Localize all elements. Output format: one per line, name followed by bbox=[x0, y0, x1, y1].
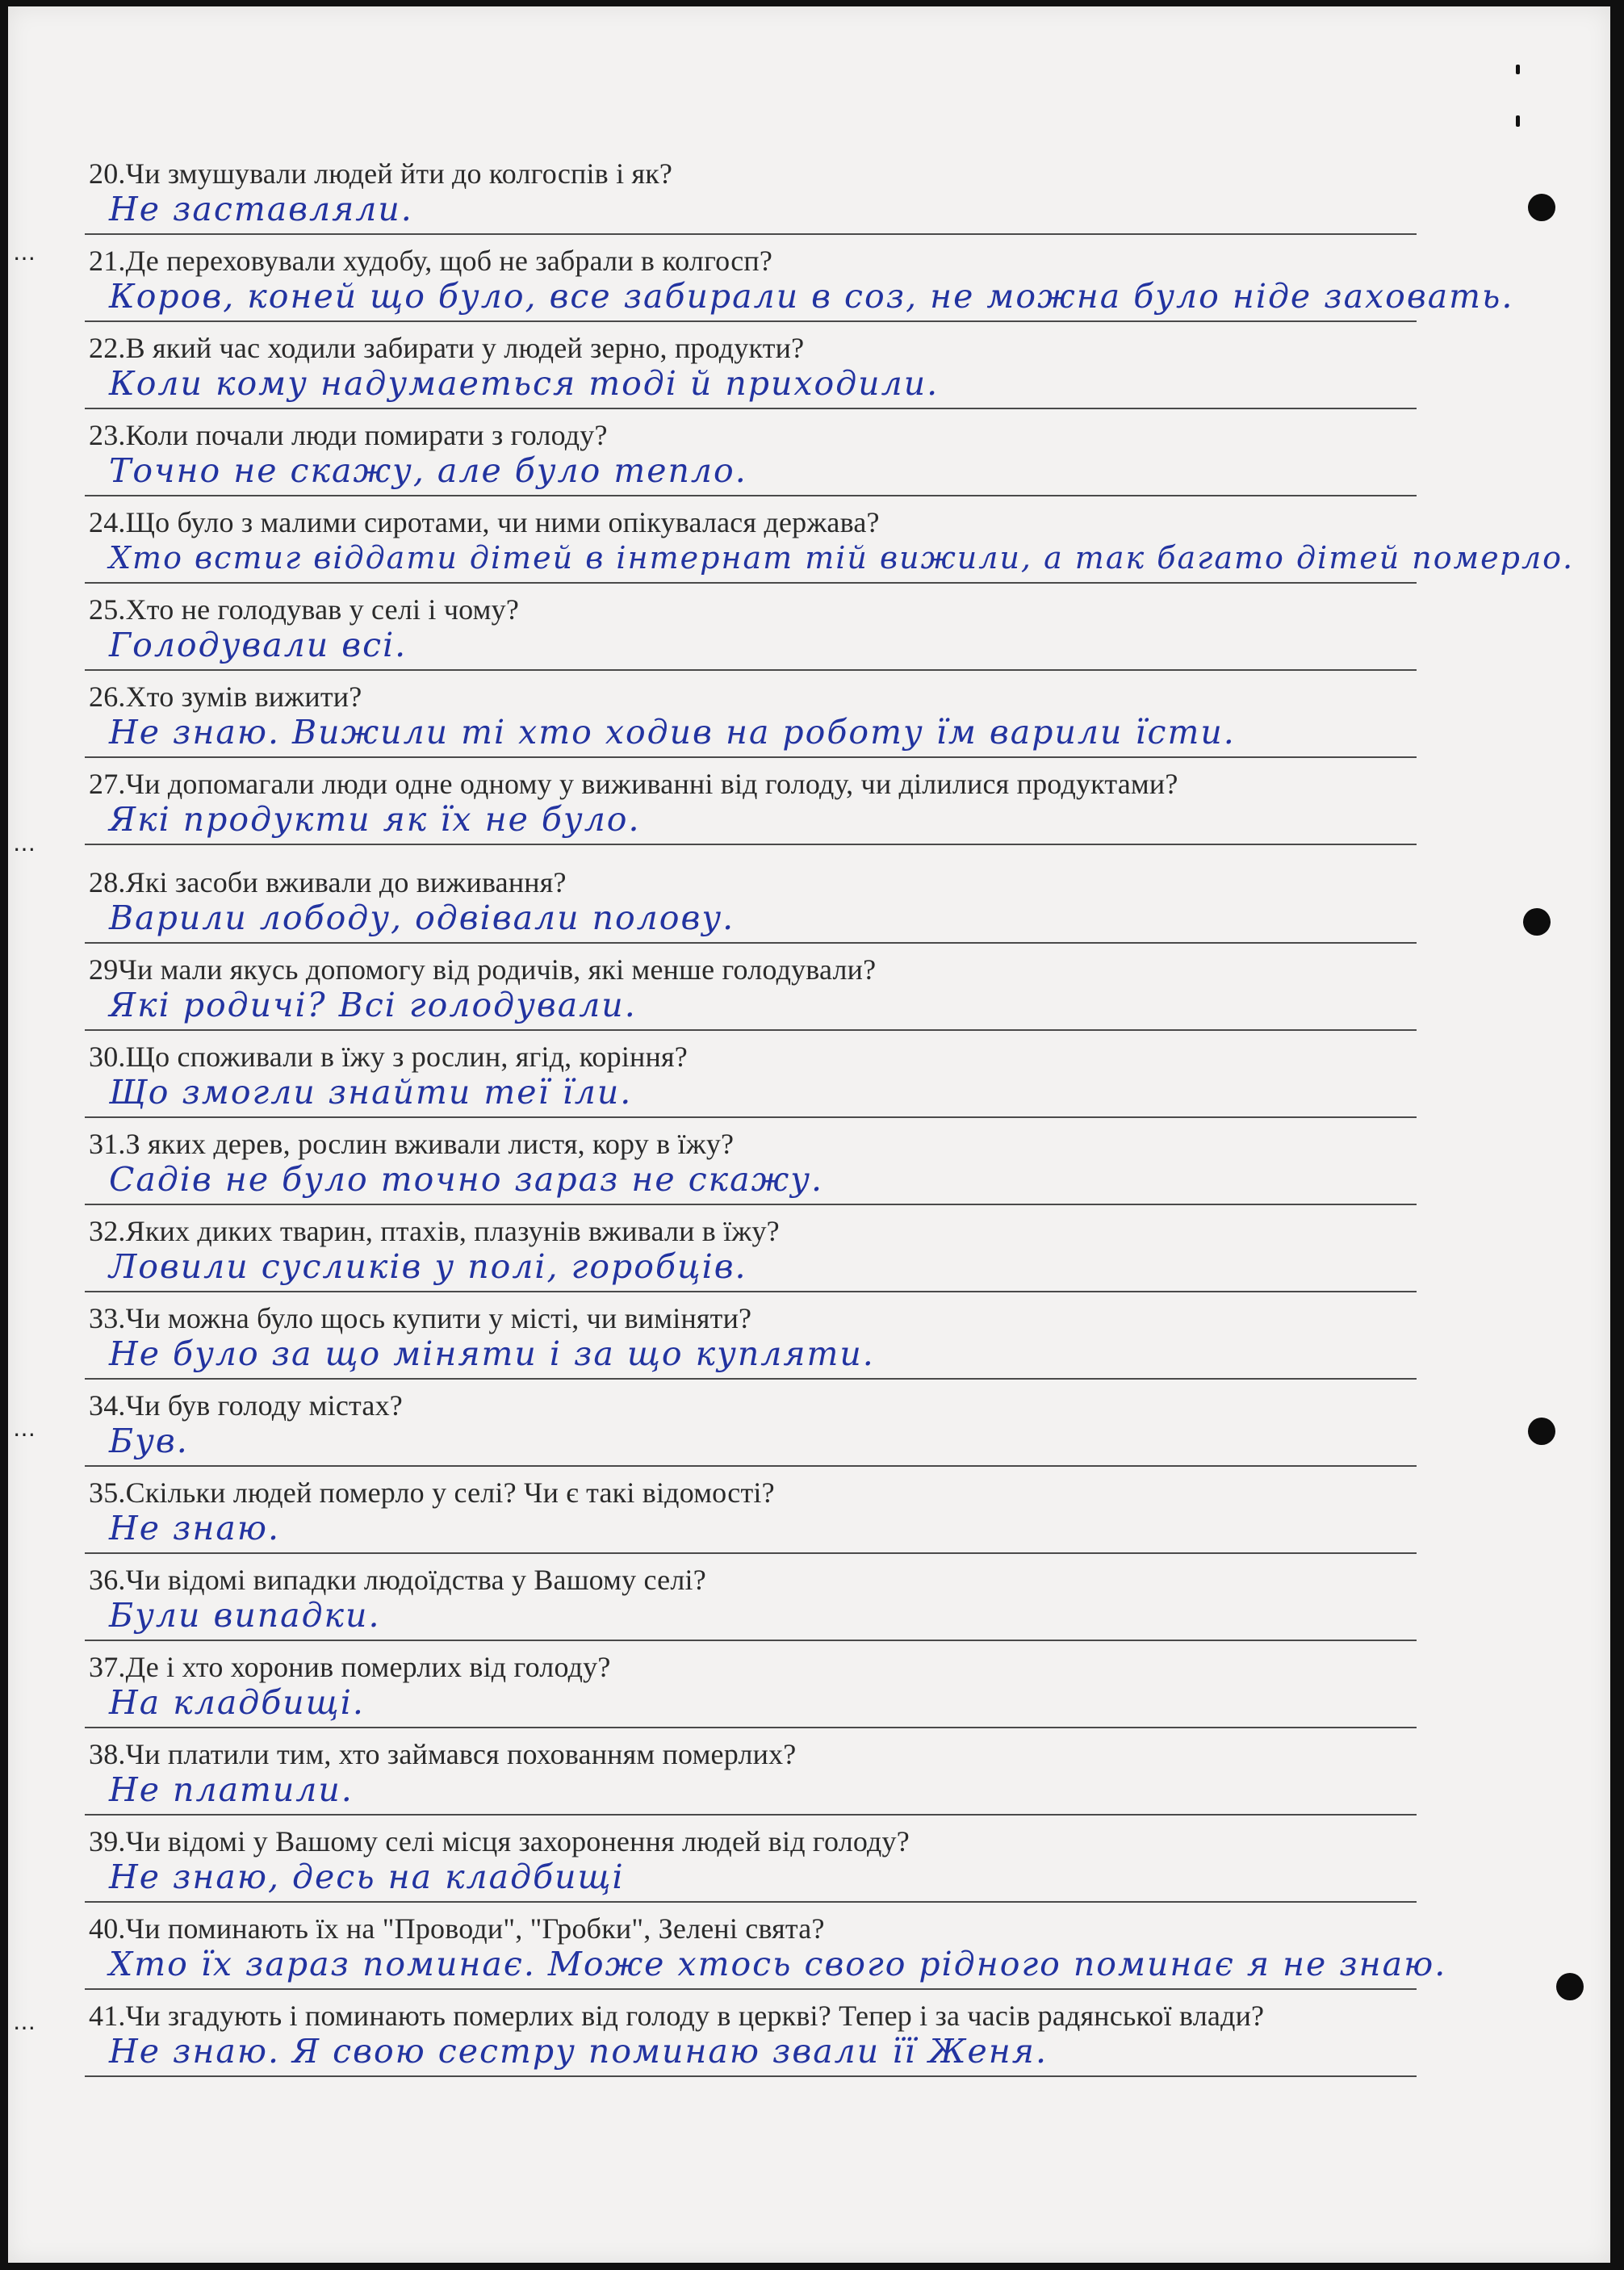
question-label: Хто не голодував у селі і чому? bbox=[125, 593, 519, 626]
margin-dots: … bbox=[13, 2008, 39, 2035]
question-number: 41. bbox=[89, 2000, 126, 2032]
handwritten-answer: Голодували всі. bbox=[109, 626, 408, 664]
handwritten-answer: Не знаю. Я свою сестру поминаю звали її Женя. bbox=[109, 2032, 1048, 2071]
question-item bbox=[8, 952, 1610, 1039]
answer-line bbox=[85, 1291, 1417, 1292]
question-item bbox=[8, 505, 1610, 592]
question-number: 33. bbox=[89, 1302, 126, 1334]
question-label: Чи мали якусь допомогу від родичів, які менше голодували? bbox=[118, 953, 877, 986]
question-number: 24. bbox=[89, 506, 126, 538]
question-number: 30. bbox=[89, 1041, 126, 1073]
question-label: Чи згадують і поминають померлих від голоду в церкві? Тепер і за часів радянської влади? bbox=[125, 2000, 1265, 2032]
question-text bbox=[89, 1998, 1413, 2033]
question-label: Чи допомагали люди одне одному у виживанні від голоду, чи ділилися продуктами? bbox=[125, 768, 1178, 800]
question-text bbox=[89, 330, 1413, 366]
question-label: Що споживали в їжу з рослин, ягід, коріння? bbox=[125, 1041, 688, 1073]
question-item bbox=[8, 766, 1610, 853]
question-item bbox=[8, 1475, 1610, 1562]
question-number: 38. bbox=[89, 1738, 126, 1770]
answer-line bbox=[85, 942, 1417, 944]
question-item bbox=[8, 1388, 1610, 1475]
answer-line bbox=[85, 1465, 1417, 1467]
question-label: Яких диких тварин, птахів, плазунів вживали в їжу? bbox=[125, 1215, 780, 1247]
answer-line bbox=[85, 582, 1417, 584]
question-label: З яких дерев, рослин вживали листя, кору в їжу? bbox=[125, 1128, 735, 1160]
question-label: Скільки людей померло у селі? Чи є такі відомості? bbox=[125, 1476, 775, 1509]
question-label: Чи можна було щось купити у місті, чи виміняти? bbox=[125, 1302, 752, 1334]
question-text bbox=[89, 1475, 1413, 1510]
question-label: Де і хто хоронив померлих від голоду? bbox=[125, 1651, 611, 1683]
question-number: 39. bbox=[89, 1825, 126, 1857]
question-item bbox=[8, 1126, 1610, 1213]
question-text bbox=[89, 1736, 1413, 1772]
handwritten-answer: Не платили. bbox=[109, 1770, 354, 1809]
question-item bbox=[8, 1824, 1610, 1911]
question-item bbox=[8, 1911, 1610, 1998]
handwritten-answer: Були випадки. bbox=[109, 1596, 381, 1635]
question-item bbox=[8, 243, 1610, 330]
handwritten-answer: Не було за що міняти і за що купляти. bbox=[109, 1334, 875, 1373]
question-text bbox=[89, 1213, 1413, 1249]
answer-line bbox=[85, 1029, 1417, 1031]
answer-line bbox=[85, 495, 1417, 496]
question-label: Хто зумів вижити? bbox=[125, 681, 362, 713]
question-item bbox=[8, 592, 1610, 679]
question-number: 31. bbox=[89, 1128, 126, 1160]
question-label: Чи поминають їх на "Проводи", "Гробки", Зелені свята? bbox=[125, 1912, 825, 1945]
question-number: 36. bbox=[89, 1564, 126, 1596]
margin-dots: … bbox=[13, 830, 39, 856]
handwritten-answer: Що змогли знайти теї їли. bbox=[109, 1073, 633, 1112]
question-text bbox=[89, 1911, 1413, 1946]
question-text bbox=[89, 952, 1413, 987]
handwritten-answer: Які продукти як їх не було. bbox=[109, 800, 641, 839]
question-item bbox=[8, 417, 1610, 505]
question-number: 21. bbox=[89, 245, 126, 277]
question-label: Чи платили тим, хто займався похованням померлих? bbox=[125, 1738, 797, 1770]
question-item bbox=[8, 1649, 1610, 1736]
answer-line bbox=[85, 233, 1417, 235]
answer-line bbox=[85, 1727, 1417, 1728]
handwritten-answer: Був. bbox=[109, 1422, 189, 1460]
question-text bbox=[89, 243, 1413, 279]
answer-line bbox=[85, 2075, 1417, 2077]
answer-line bbox=[85, 669, 1417, 671]
handwritten-answer: Не знаю. Вижили ті хто ходив на роботу їм варили їсти. bbox=[109, 713, 1236, 752]
handwritten-answer: Варили лободу, одвівали полову. bbox=[109, 898, 735, 937]
answer-line bbox=[85, 408, 1417, 409]
handwritten-answer: На кладбищі. bbox=[109, 1683, 365, 1722]
question-text bbox=[89, 1126, 1413, 1162]
handwritten-answer: Не знаю. bbox=[109, 1509, 280, 1548]
handwritten-answer: Садів не було точно зараз не скажу. bbox=[109, 1160, 824, 1199]
question-text bbox=[89, 1562, 1413, 1598]
handwritten-answer: Коров, коней що було, все забирали в соз, не можна було ніде заховать. bbox=[109, 277, 1514, 316]
question-label: Які засоби вживали до виживання? bbox=[125, 866, 567, 898]
question-number: 37. bbox=[89, 1651, 126, 1683]
answer-line bbox=[85, 1552, 1417, 1554]
question-number: 23. bbox=[89, 419, 126, 451]
margin-mark bbox=[1516, 115, 1520, 127]
question-text bbox=[89, 1039, 1413, 1074]
question-item bbox=[8, 1300, 1610, 1388]
handwritten-answer: Не заставляли. bbox=[109, 190, 413, 228]
answer-line bbox=[85, 756, 1417, 758]
question-number: 35. bbox=[89, 1476, 126, 1509]
question-item bbox=[8, 330, 1610, 417]
handwritten-answer: Хто встиг віддати дітей в інтернат тій вижили, а так багато дітей померло. bbox=[109, 540, 1575, 576]
handwritten-answer: Хто їх зараз поминає. Може хтось свого рідного поминає я не знаю. bbox=[109, 1945, 1447, 1983]
question-label: Чи відомі у Вашому селі місця захоронення людей від голоду? bbox=[125, 1825, 910, 1857]
handwritten-answer: Точно не скажу, але було тепло. bbox=[109, 451, 747, 490]
answer-line bbox=[85, 1116, 1417, 1118]
handwritten-answer: Не знаю, десь на кладбищі bbox=[109, 1857, 625, 1896]
question-number: 34. bbox=[89, 1389, 126, 1422]
margin-dots: … bbox=[13, 239, 39, 266]
question-label: Коли почали люди помирати з голоду? bbox=[125, 419, 608, 451]
question-number: 28. bbox=[89, 866, 126, 898]
answer-line bbox=[85, 1901, 1417, 1903]
question-number: 20. bbox=[89, 157, 126, 190]
answer-line bbox=[85, 1640, 1417, 1641]
question-item bbox=[8, 1736, 1610, 1824]
question-text bbox=[89, 865, 1413, 900]
question-text bbox=[89, 417, 1413, 453]
answer-line bbox=[85, 1814, 1417, 1816]
question-label: Чи змушували людей йти до колгоспів і як? bbox=[125, 157, 673, 190]
question-text bbox=[89, 1824, 1413, 1859]
question-label: Де переховували худобу, щоб не забрали в колгосп? bbox=[125, 245, 773, 277]
question-item bbox=[8, 679, 1610, 766]
answer-line bbox=[85, 1988, 1417, 1990]
question-label: Що було з малими сиротами, чи ними опікувалася держава? bbox=[125, 506, 880, 538]
handwritten-answer: Які родичі? Всі голодували. bbox=[109, 986, 637, 1024]
question-text bbox=[89, 505, 1413, 540]
question-number: 27. bbox=[89, 768, 126, 800]
question-number: 32. bbox=[89, 1215, 126, 1247]
question-text bbox=[89, 1388, 1413, 1423]
answer-line bbox=[85, 1378, 1417, 1380]
question-item bbox=[8, 1039, 1610, 1126]
question-label: Чи відомі випадки людоїдства у Вашому селі? bbox=[125, 1564, 706, 1596]
handwritten-answer: Коли кому надумаеться тоді й приходили. bbox=[109, 364, 940, 403]
question-number: 29 bbox=[89, 953, 119, 986]
question-text bbox=[89, 156, 1413, 191]
question-item bbox=[8, 1562, 1610, 1649]
question-text bbox=[89, 1300, 1413, 1336]
question-number: 22. bbox=[89, 332, 126, 364]
handwritten-answer: Ловили сусликів у полі, горобців. bbox=[109, 1247, 747, 1286]
question-number: 40. bbox=[89, 1912, 126, 1945]
question-text bbox=[89, 1649, 1413, 1685]
question-text bbox=[89, 592, 1413, 627]
question-number: 26. bbox=[89, 681, 126, 713]
question-item bbox=[8, 1998, 1610, 2085]
answer-line bbox=[85, 1204, 1417, 1205]
questionnaire-page bbox=[8, 6, 1610, 2263]
question-item bbox=[8, 156, 1610, 243]
answer-line bbox=[85, 844, 1417, 845]
question-item bbox=[8, 865, 1610, 952]
margin-mark bbox=[1516, 65, 1520, 74]
question-number: 25. bbox=[89, 593, 126, 626]
margin-dots: … bbox=[13, 1415, 39, 1442]
question-label: В який час ходили забирати у людей зерно, продукти? bbox=[125, 332, 805, 364]
question-item bbox=[8, 1213, 1610, 1300]
question-label: Чи був голоду містах? bbox=[125, 1389, 403, 1422]
question-text bbox=[89, 679, 1413, 714]
answer-line bbox=[85, 320, 1417, 322]
question-text bbox=[89, 766, 1413, 802]
